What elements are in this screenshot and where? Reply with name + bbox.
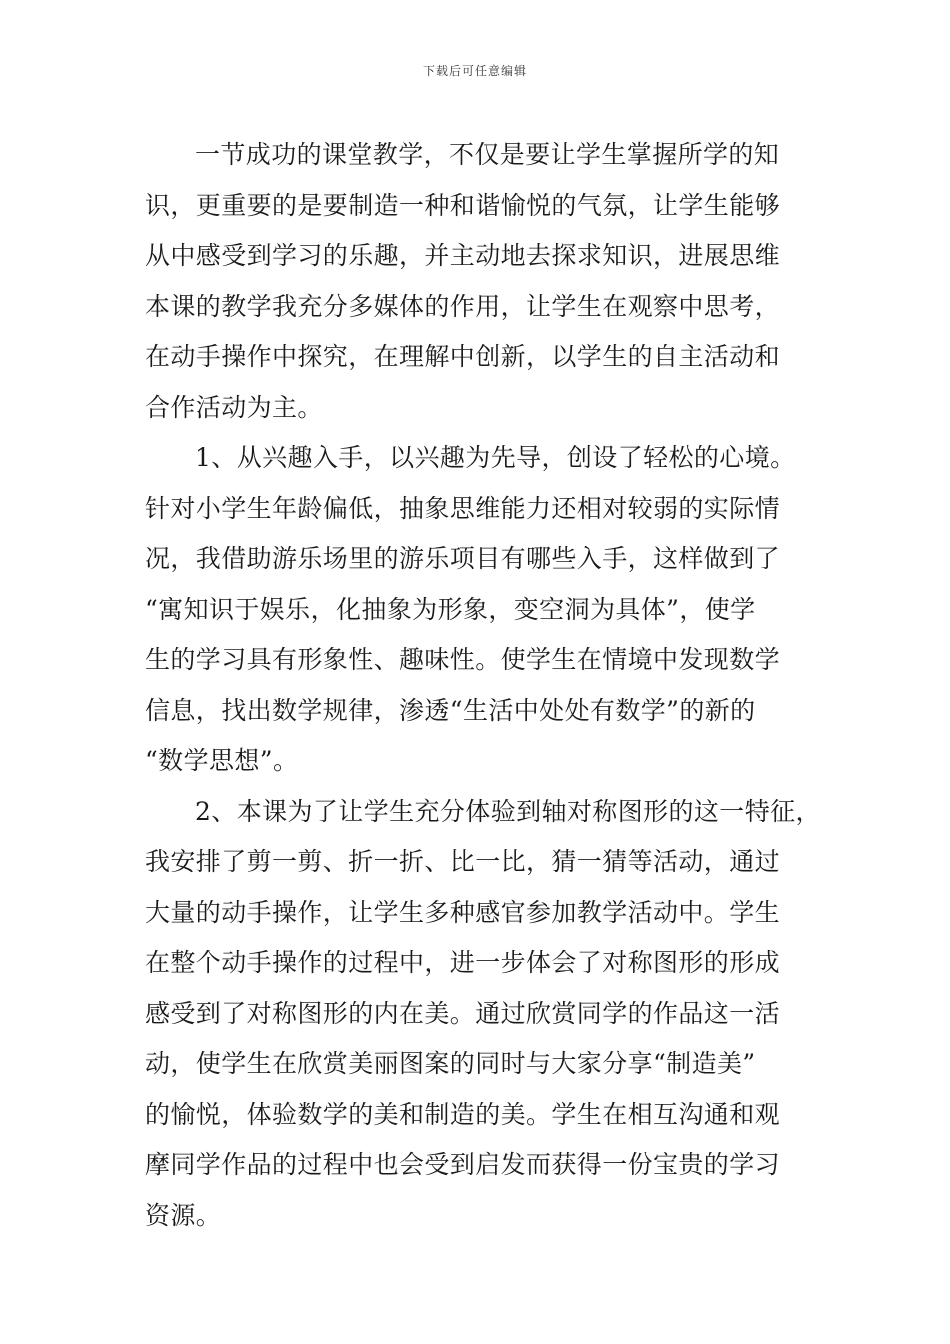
text-line: 在整个动手操作的过程中，进一步体会了对称图形的形成 [145,948,781,977]
text-line: 本课的教学我充分多媒体的作用，让学生在观察中思考， [145,291,781,321]
document-body [145,130,821,1241]
text-line: 一节成功的课堂教学，不仅是要让学生掌握所学的知 [195,140,780,169]
text-line: 2、本课为了让学生充分体验到轴对称图形的这一特征， [195,796,821,826]
paragraph-point-2 [145,787,821,1242]
text-line: 况，我借助游乐场里的游乐项目有哪些入手，这样做到了 [145,544,781,573]
text-line: 1、从兴趣入手，以兴趣为先导，创设了轻松的心境。 [195,443,796,472]
text-line: 动，使学生在欣赏美丽图案的同时与大家分享“制造美” [145,1049,756,1078]
text-line: 我安排了剪一剪、折一折、比一比，猜一猜等活动，通过 [145,847,781,876]
text-line: 摩同学作品的过程中也会受到启发而获得一份宝贵的学习 [145,1150,781,1179]
text-line: 信息，找出数学规律，渗透“生活中处处有数学”的新的 [145,695,756,725]
text-line: 感受到了对称图形的内在美。通过欣赏同学的作品这一活 [145,998,781,1028]
text-line: “寓知识于娱乐，化抽象为形象，变空洞为具体”，使学 [145,594,756,624]
text-line: 识，更重要的是要制造一种和谐愉悦的气氛，让学生能够 [145,190,781,220]
text-line: 的愉悦，体验数学的美和制造的美。学生在相互沟通和观 [145,1099,781,1129]
text-line: 从中感受到学习的乐趣，并主动地去探求知识，进展思维 [145,241,781,270]
text-line: 针对小学生年龄偏低，抽象思维能力还相对较弱的实际情 [145,493,781,523]
text-line: “数学思想”。 [145,746,299,775]
text-line: 在动手操作中探究，在理解中创新，以学生的自主活动和 [145,342,781,371]
paragraph-point-1 [145,433,810,787]
paragraph-intro [145,130,810,433]
text-line: 资源。 [145,1200,222,1230]
text-line: 生的学习具有形象性、趣味性。使学生在情境中发现数学 [145,645,781,674]
text-line: 合作活动为主。 [145,392,323,422]
page-header: 下载后可任意编辑 [422,64,527,78]
text-line: 大量的动手操作，让学生多种感官参加教学活动中。学生 [145,897,781,927]
